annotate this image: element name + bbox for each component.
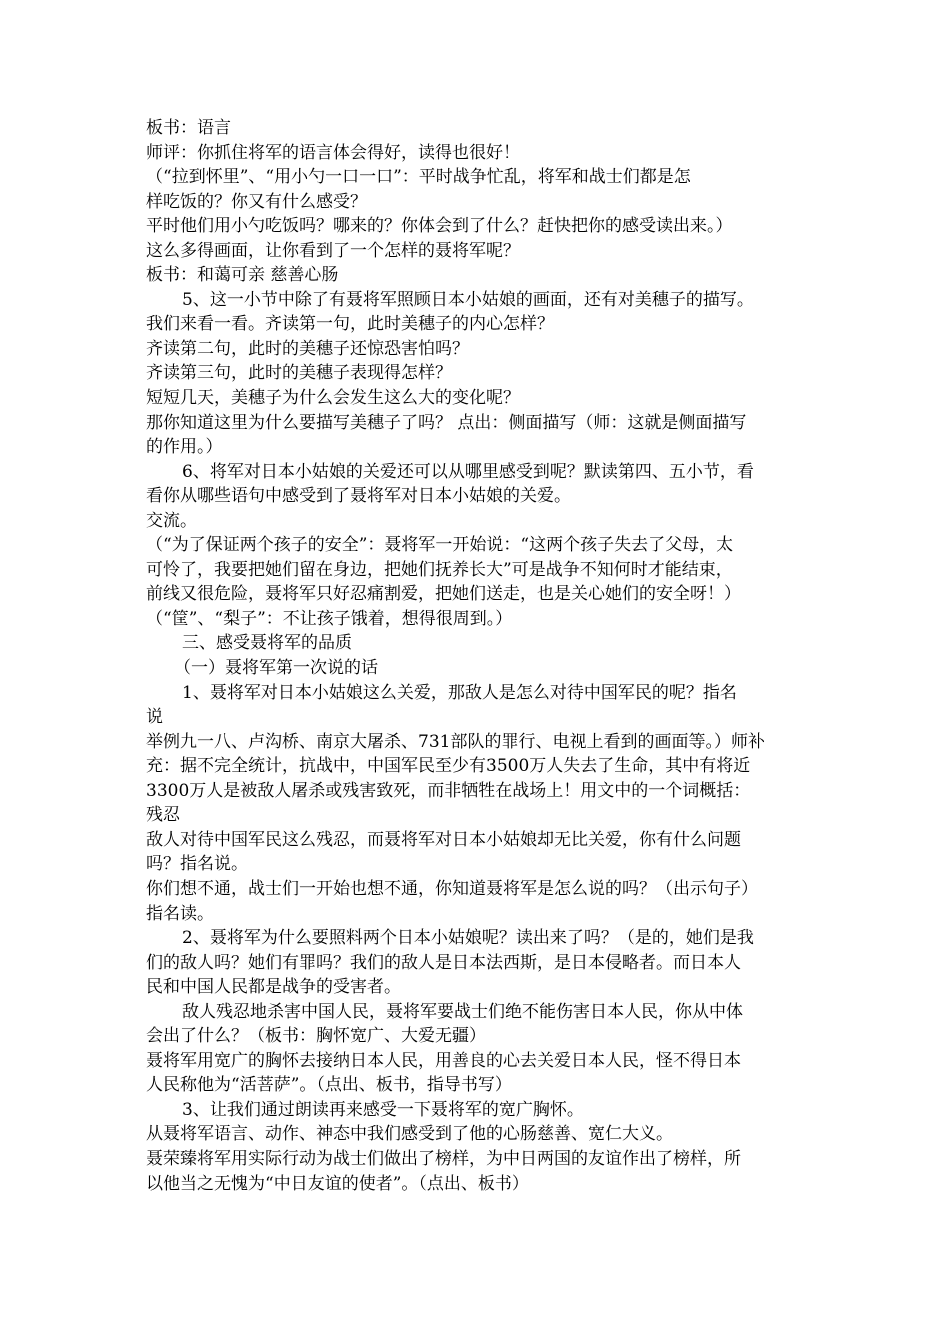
text-line: 板书：语言 bbox=[146, 118, 231, 138]
text-line: 6、将军对日本小姑娘的关爱还可以从哪里感受到呢？默读第四、五小节，看 bbox=[182, 461, 754, 482]
text-line: 齐读第二句，此时的美穗子还惊恐害怕吗？ bbox=[146, 338, 469, 359]
text-line: 齐读第三句，此时的美穗子表现得怎样？ bbox=[146, 363, 452, 384]
text-line: （“筐”、“梨子”：不让孩子饿着，想得很周到。） bbox=[146, 608, 513, 629]
text-line: 聂将军用宽广的胸怀去接纳日本人民，用善良的心去关爱日本人民，怪不得日本 bbox=[146, 1050, 741, 1071]
text-line: 1、聂将军对日本小姑娘这么关爱，那敌人是怎么对待中国军民的呢？指名 bbox=[182, 682, 737, 703]
text-line: 聂荣臻将军用实际行动为战士们做出了榜样，为中日两国的友谊作出了榜样，所 bbox=[146, 1148, 741, 1169]
text-line: 交流。 bbox=[146, 510, 197, 531]
text-line: 们的敌人吗？她们有罪吗？我们的敌人是日本法西斯，是日本侵略者。而日本人 bbox=[146, 952, 741, 973]
text-line: （“为了保证两个孩子的安全”：聂将军一开始说：“这两个孩子失去了父母，太 bbox=[146, 535, 734, 556]
text-line: 人民称他为“活菩萨”。（点出、板书，指导书写） bbox=[146, 1075, 512, 1096]
text-line: 短短几天，美穗子为什么会发生这么大的变化呢？ bbox=[146, 388, 520, 409]
text-line: 敌人对待中国军民这么残忍，而聂将军对日本小姑娘却无比关爱，你有什么问题 bbox=[146, 829, 741, 850]
document-body bbox=[146, 116, 816, 1196]
text-line: 3、让我们通过朗读再来感受一下聂将军的宽广胸怀。 bbox=[182, 1099, 584, 1120]
text-line: 从聂将军语言、动作、神态中我们感受到了他的心肠慈善、宽仁大义。 bbox=[146, 1124, 673, 1145]
text-line: 可怜了，我要把她们留在身边，把她们抚养长大”可是战争不知何时才能结束， bbox=[146, 559, 733, 580]
text-line: 民和中国人民都是战争的受害者。 bbox=[146, 977, 401, 998]
text-line: 残忍 bbox=[146, 805, 180, 826]
text-line: 敌人残忍地杀害中国人民，聂将军要战士们绝不能伤害日本人民，你从中体 bbox=[182, 1001, 743, 1022]
text-line: 2、聂将军为什么要照料两个日本小姑娘呢？读出来了吗？（是的，她们是我 bbox=[182, 928, 754, 949]
text-line: 以他当之无愧为“中日友谊的使者”。（点出、板书） bbox=[146, 1173, 529, 1194]
text-line: 说 bbox=[146, 707, 163, 728]
text-line: （一）聂将军第一次说的话 bbox=[174, 658, 378, 679]
text-line: 的作用。） bbox=[146, 437, 223, 458]
text-line: 指名读。 bbox=[146, 903, 214, 924]
text-line: 平时他们用小勺吃饭吗？哪来的？你体会到了什么？赶快把你的感受读出来。） bbox=[146, 216, 733, 237]
text-line: 样吃饭的？你又有什么感受？ bbox=[146, 191, 367, 212]
text-line: 充：据不完全统计，抗战中，中国军民至少有3500万人失去了生命，其中有将近 bbox=[146, 756, 751, 777]
text-line: 你们想不通，战士们一开始也想不通，你知道聂将军是怎么说的吗？（出示句子） bbox=[146, 878, 758, 899]
text-line: 我们来看一看。齐读第一句，此时美穗子的内心怎样？ bbox=[146, 314, 554, 335]
text-line: 看你从哪些语句中感受到了聂将军对日本小姑娘的关爱。 bbox=[146, 486, 571, 507]
text-line: 前线又很危险，聂将军只好忍痛割爱，把她们送走，也是关心她们的安全呀！） bbox=[146, 584, 741, 605]
text-line: 那你知道这里为什么要描写美穗子了吗？ 点出：侧面描写（师：这就是侧面描写 bbox=[146, 412, 747, 433]
text-line: 这么多得画面，让你看到了一个怎样的聂将军呢？ bbox=[146, 240, 520, 261]
text-line: （“拉到怀里”、“用小勺一口一口”：平时战争忙乱，将军和战士们都是怎 bbox=[146, 167, 691, 188]
text-line: 三、感受聂将军的品质 bbox=[182, 633, 352, 654]
text-line: 5、这一小节中除了有聂将军照顾日本小姑娘的画面，还有对美穗子的描写。 bbox=[182, 289, 754, 310]
text-line: 会出了什么？（板书：胸怀宽广、大爱无疆） bbox=[146, 1026, 486, 1047]
text-line: 3300万人是被敌人屠杀或残害致死，而非牺牲在战场上！用文中的一个词概括： bbox=[146, 780, 751, 801]
text-line: 吗？指名说。 bbox=[146, 854, 248, 875]
text-line: 举例九一八、卢沟桥、南京大屠杀、731部队的罪行、电视上看到的画面等。）师补 bbox=[146, 731, 765, 752]
text-line: 师评：你抓住将军的语言体会得好，读得也很好！ bbox=[146, 142, 520, 163]
text-line: 板书：和蔼可亲 慈善心肠 bbox=[146, 265, 339, 286]
